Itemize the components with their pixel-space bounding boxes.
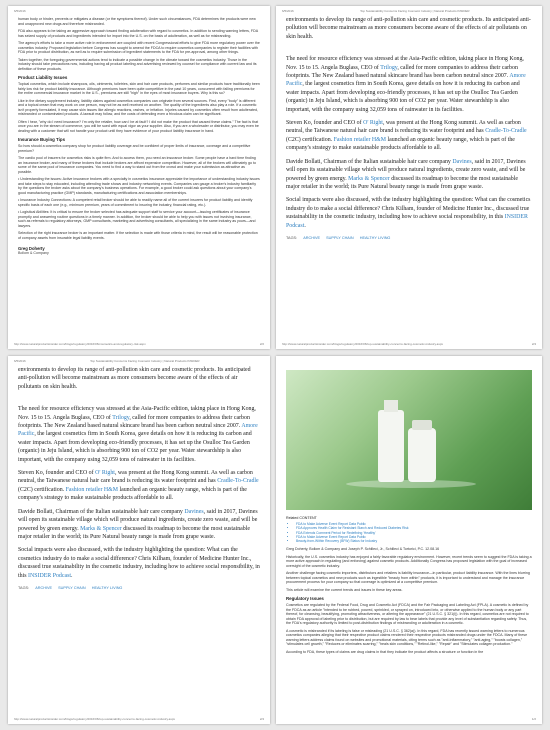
page-body (18, 17, 260, 255)
section-heading: Insurance Buying Tips (18, 137, 66, 142)
footer-url: http://www.naturalproductsinsider.com/blogs/regulatory/2016/06/top-sustainability-concerns-facing-cosmetic-industry.aspx (282, 342, 444, 346)
bottle-graphic (378, 410, 404, 482)
link-cradle-to-cradle[interactable]: Cradle-To-Cradle (217, 478, 259, 485)
page-header: 6/5/2016 Top Sustainability Concerns Facing Cosmetic Industry | Natural Products INSIDER (14, 359, 200, 363)
bottle-graphic (408, 428, 436, 482)
paragraph: A cosmetic is misbranded if its labeling is false or misleading (21 U.S.C. § 362(a)). In this regard, FDA has recently issued warning letters to numerous cosmetics companies alleging that their respective product claims rendered their respective products misbranded drugs under the FDCA. Many of these warning letters address claims found on websites and promotional materials, citing terms such as "anti-inflammatory," "anti-aging," "boosts collagen," "stimulates cell growth," "Reduces or eliminates scarring," "heals skin conditions," "Retinol-like," "Repair" and "Stimulates collagen production." (286, 628, 528, 647)
paragraph: The need for resource efficiency was stressed at the Asia-Pacific edition, taking place in Hong Kong, Nov. 15 to 15. Angela Buglass, CEO of Trilogy, called for more companies to address their carbon footprints. The New Zealand based natural skincare brand has been carbon neutral since 2007. Amore Pacific, the largest cosmetics firm in South Korea, gave details on how it is reducing its carbon and water impacts. Apart from developing eco-friendly processes, it has set up the Osulloc Tea Garden (organic) in Jeju Island, which is absorbing 900 ton of CO2 per year. Water stewardship is also important, with the company using 32,059 tons of rainwater in its facilities. (18, 406, 258, 463)
link-insider-podcast[interactable]: INSIDER Podcast (286, 214, 528, 229)
paragraph: Cosmetics are regulated by the Federal Food, Drug and Cosmetic Act (FDCA) and the Fair Packaging and Labeling Act (FPLA). A cosmetic is defined by the FDCA as an article "intended to be rubbed, poured, sprinkled, or sprayed on, introduced into, or otherwise applied to the human body or any part thereof, for cleansing, beautifying, promoting attractiveness, or altering the appearance" (21 U.S.C. § 321(i)). In this regard, cosmetics are not required to obtain FDA approval of labeling prior to distribution, but are required by law to bear labels that provide any level of substantiation regarding safety. Thus, the FDA's regulatory authority is limited to post-distribution findings of misbranding or adulteration in a cosmetic. (286, 603, 529, 626)
paragraph: • Understanding the issues: Active insurance brokers with a specialty in cosmetics insurance appreciate the importance of understanding industry issues and take steps to stay educated, including attending trade shows and industry networking events. Companies can gauge a broker's industry familiarity by the questions the broker asks about the company's business operations. For example, a good broker could ask questions about your company's good manufacturing practice (GMP) standards, manufacturing certifications and association memberships. (18, 177, 260, 195)
tag-archive[interactable]: ARCHIVE (303, 235, 321, 240)
tags-label: TAGS: (286, 235, 298, 240)
document-page-regulatory-end (8, 6, 270, 349)
paragraph: environments to develop its range of anti-pollution skin care and cosmetic products. Its anticipated anti-pollution will become mainstream as more consumers become aware of the effects of air pollutants on skin health. (18, 367, 251, 390)
paragraph: This article will examine the current trends and issues in these key areas. (286, 587, 403, 592)
author-company: Bollom & Company (18, 251, 49, 255)
paragraph: Like in the dietary supplement industry, liability claims against cosmetics companies can originate from several sources. First, every "body" is different and a topical cream that may work on one person, may not be as well received on another. The quality of the ingredients also play a role. If a cosmetic isn't properly formulated, it may cause skin issues like allergic reactions, rashes, or irritation. Injuries caused by cosmetics often result from adulterated, misbranded or contaminated products. A lawsuit may follow, and the costs of defending even a frivolous claim can be significant. (18, 98, 258, 116)
section-heading: Product Liability Issues (18, 75, 68, 80)
paragraph: Taken together, the foregoing governmental actions tend to indicate a possible change in the climate toward the cosmetics industry. Those in the industry should take precautions now, including having all product labeling and advertising reviewed by counsel for compliance with current law and its definition of these products. (18, 57, 257, 71)
footer-url: http://www.naturalproductsinsider.com/blogs/regulatory/2016/06/cosmetics-and-regulatory-risk.aspx (14, 342, 146, 346)
page-footer (282, 342, 536, 346)
document-page-sustainability-bottom (8, 356, 270, 724)
related-link[interactable]: • FDA to Make Adverse Event Report Data Public (296, 535, 532, 539)
page-body (286, 516, 532, 657)
page-header: 6/5/2016 Top Sustainability Concerns Facing Cosmetic Industry | Natural Products INSIDER (282, 9, 470, 13)
hero-image-cosmetic-bottles (286, 370, 532, 510)
related-link[interactable]: • Beauty-from-Within Recovery (BFW) Status for Industry (296, 539, 532, 543)
paragraph: The agency's efforts to take a more active role in enforcement are coupled with recent Congressional efforts to give FDA more regulatory power over the cosmetics industry. Proposed legislation before Congress has sought to amend the FDCA to require cosmetics companies to register their facilities with FDA prior to product distribution, as well as to require submission of ingredient statements to the FDA for pre-approval, among other things. (18, 41, 260, 54)
paragraph: Often I hear, "why do I need insurance? I'm only the retailer, how can I be at fault? I did not make the product that caused these claims." The fact is that once you are in the stream of commerce, you will be sued with equal vigor as your supplier. Also, if you are a wholesaler or distributor, you may even be dealing with a customer that will not handle your product until they have evidence of your product liability insurance in hand. (18, 119, 259, 133)
paragraph: Steven Ko, founder and CEO of O' Right, was present at the Hong Kong summit. As well as carbon neutral, the Taiwanese natural hair care brand is reducing its water footprint and has Cradle-To-Cradle (C2C) certification. Fashion retailer H&M launched an organic beauty range, which is part of the company's strategy to make sustainable products affordable to all. (18, 470, 259, 502)
paragraph: The cardio pool of insurers for cosmetics risks is quite firm. And to access them, you need an insurance broker. Some people have a hard time finding an insurance broker, and many of these brokers that include brokers are affront expensive competition. However, all of the brokers will ultimately go to some of the same pool of insurance companies. You need to find a way to stand out from the crowd and make your submission as attractive as possible. (18, 156, 257, 174)
paragraph: Davide Bollati, Chairman of the Italian sustainable hair care company Davines, said in 2017, Davines will open its sustainable village which will produce natural ingredients, create zero waste, and will be powered by green energy. Marks & Spencer discussed its roadmap to become the most sustainable major retailer in the world; its Pure Natural beauty range is made from grape waste. (286, 158, 526, 190)
page-header: 6/5/2016 (14, 9, 26, 13)
link-insider-podcast[interactable]: INSIDER Podcast (27, 572, 72, 579)
document-page-sustainability-top (276, 6, 542, 349)
paragraph: So how should a cosmetics company shop for product liability coverage and be confident of proper limits of insurance, coverage and a competitive premium? (18, 144, 251, 153)
link-hm[interactable]: Fashion retailer H&M (65, 486, 118, 493)
link-marks-spencer[interactable]: Marks & Spencer (348, 175, 390, 182)
link-davines[interactable]: Davines (184, 508, 204, 515)
paragraph: Historically, the U.S. cosmetics industry has enjoyed a fairly favorable regulatory environment. However, recent trends seem to suggest the FDA is taking a more active approach in regulating (and enforcing) against cosmetic products. Additionally Congress has proposed legislation with the goal of increased oversight of the cosmetic industry. (286, 554, 532, 568)
paragraph: • Insurance Industry Connections: A competent retail broker should be able to readily name all of the current insurers for product liability and identify specific basis of each one (e.g., minimum premium, years of commitment to insuring the industry, financial rating, etc.). (18, 198, 253, 207)
paragraph: Topical cosmetics, which include shampoos, oils, ointments, toiletries, skin and hair care products, perfumes and similar products have traditionally been fairly low risk for product liability insurance. Although premiums have been quite competitive in the past 10 years, concurrent with falling premiums for the entire commercial insurance market in the U.S., premiums are still "high" in the eyes of most insurance buyers. Why is this so? (18, 82, 260, 95)
link-trilogy[interactable]: Trilogy (380, 64, 398, 71)
author-name: Greg Doherty (18, 246, 45, 251)
byline: Greg Doherty, Bollom & Company and Joseph P. Schilleci, Jr., Schilleci & Tortorici, P.C. 12.08.16 (286, 547, 440, 552)
tags-label: TAGS: (18, 585, 30, 590)
footer-url: http://www.naturalproductsinsider.com/blogs/regulatory/2016/06/top-sustainability-concerns-facing-cosmetic-industry.aspx (14, 717, 176, 721)
link-o-right[interactable]: O' Right (95, 470, 115, 477)
paragraph: Social impacts were also discussed, with the industry highlighting the question: What can the cosmetics industry do to make a social difference? Chris Kilham, founder of Medicine Hunter Inc., discussed true sustainability in the cosmetic industry, including how to achieve social responsibility, in this INSIDER Podcast. (18, 547, 260, 579)
tag-supply-chain[interactable]: SUPPLY CHAIN (326, 235, 354, 240)
paragraph: environments to develop its range of anti-pollution skin care and cosmetic products. Its anticipated anti-pollution will become mainstream as more consumers become aware of the effects of air pollutants on skin health. (286, 17, 531, 40)
page-body (18, 366, 260, 590)
tags-row (286, 236, 532, 240)
tags-row (18, 586, 260, 590)
related-content-list (286, 522, 532, 543)
link-marks-spencer[interactable]: Marks & Spencer (80, 525, 122, 532)
paragraph: Selection of the right insurance broker is an important matter. If the selection is made with those criteria in mind, the result will be reasonable protection of company assets from insurable legal liability events. (18, 231, 258, 240)
tag-archive[interactable]: ARCHIVE (35, 585, 53, 590)
related-link[interactable]: • FDA Extends Comment Period for Redefining 'Healthy' (296, 531, 532, 535)
paragraph: human body or hinder, prevents or mitigates a disease (or the symptoms thereof). Under such circumstances, FDA determines the products were new and unapproved new drugs and therefore misbranded. (18, 17, 256, 26)
link-davines[interactable]: Davines (452, 158, 472, 165)
paragraph: The need for resource efficiency was stressed at the Asia-Pacific edition, taking place in Hong Kong, Nov. 15 to 15. Angela Buglass, CEO of Trilogy, called for more companies to address their carbon footprints. The New Zealand based natural skincare brand has been carbon neutral since 2007. Amore Pacific, the largest cosmetics firm in South Korea, gave details on how it is reducing its carbon and water impacts. Apart from developing eco-friendly processes, it has set up the Osulloc Tea Garden (organic) in Jeju Island, which is absorbing 900 ton of CO2 per year. Water stewardship is also important, with the company using 32,059 tons of rainwater in its facilities. (286, 56, 526, 113)
paragraph: Steven Ko, founder and CEO of O' Right, was present at the Hong Kong summit. As well as carbon neutral, the Taiwanese natural hair care brand is reducing its water footprint and has Cradle-To-Cradle (C2C) certification. Fashion retailer H&M launched an organic beauty range, which is part of the company's strategy to make sustainable products affordable to all. (286, 120, 527, 152)
page-footer (14, 717, 264, 721)
tag-supply-chain[interactable]: SUPPLY CHAIN (58, 585, 86, 590)
paragraph: FDA also appears to be taking an aggressive approach toward finding adulteration with regard to cosmetics. In addition to sending warning letters, FDA has seized supply of products and ingredients intended for import into the U.S. on the basis of adulteration, as well as for misbranding. (18, 29, 258, 38)
page-number: 1/2 (531, 717, 536, 721)
page-number: 2/4 (531, 342, 536, 346)
bottle-cap-graphic (412, 420, 432, 430)
link-hm[interactable]: Fashion retailer H&M (333, 136, 386, 143)
related-content-title: Related CONTENT (286, 516, 317, 520)
link-o-right[interactable]: O' Right (363, 120, 383, 127)
document-page-regulatory-start (276, 356, 542, 724)
paragraph: Social impacts were also discussed, with the industry highlighting the question: What can the cosmetics industry do to make a social difference? Chris Kilham, founder of Medicine Hunter Inc., discussed true sustainability in the cosmetic industry, including how to achieve social responsibility, in this INSIDER Podcast. (286, 197, 531, 229)
link-amore-pacific[interactable]: Amore Pacific (18, 423, 258, 438)
link-cradle-to-cradle[interactable]: Cradle-To-Cradle (485, 128, 527, 135)
page-body (286, 16, 532, 240)
page-footer (282, 717, 536, 721)
page-number: 2/4 (259, 717, 264, 721)
surface-reflection (346, 480, 476, 488)
link-trilogy[interactable]: Trilogy (112, 414, 130, 421)
paragraph: According to FDA, these types of claims are drug claims in that they indicate the product affects a structure or function in the (286, 649, 484, 654)
page-footer (14, 342, 264, 346)
related-link[interactable]: • FDA to Make Adverse Event Report Data Public (296, 522, 532, 526)
bottle-pump-graphic (384, 400, 398, 412)
tag-healthy-living[interactable]: HEALTHY LIVING (91, 585, 123, 590)
related-link[interactable]: • FDA Approves Health Claim for Resistant Starch and Reduced Diabetes Risk (296, 526, 532, 530)
paragraph: Another challenge facing cosmetic importers, distributors and retailers is liability insurance—in particular, product liability insurance. With the lines blurring between topical cosmetics and new products such as ingestible "beauty from within" products, it is important to understand and manage the insurance procurement process for your company so that coverage is optimized at a competitive premium. (286, 571, 530, 585)
tag-healthy-living[interactable]: HEALTHY LIVING (359, 235, 391, 240)
signature (18, 246, 260, 255)
section-heading: Regulatory Issues (286, 596, 324, 602)
link-amore-pacific[interactable]: Amore Pacific (286, 73, 526, 88)
paragraph: Davide Bollati, Chairman of the Italian sustainable hair care company Davines, said in 2017, Davines will open its sustainable village which will produce natural ingredients, create zero waste, and will be powered by green energy. Marks & Spencer discussed its roadmap to become the most sustainable major retailer in the world; its Pure Natural beauty range is made from grape waste. (18, 508, 258, 540)
paragraph: • Logistical Abilities: It is critical to ensure the broker selected has adequate support staff to service your account—issuing certificates of insurance promptly and answering routine questions in a timely manner. In addition, the broker should be able to help you with issues not involving insurance, such as referrals to regulatory attorneys, GMP consultants, marketing and advertising consultants, all specializing in the same industry as yours—and lawyers. (18, 210, 256, 228)
page-number: 2/2 (259, 342, 264, 346)
